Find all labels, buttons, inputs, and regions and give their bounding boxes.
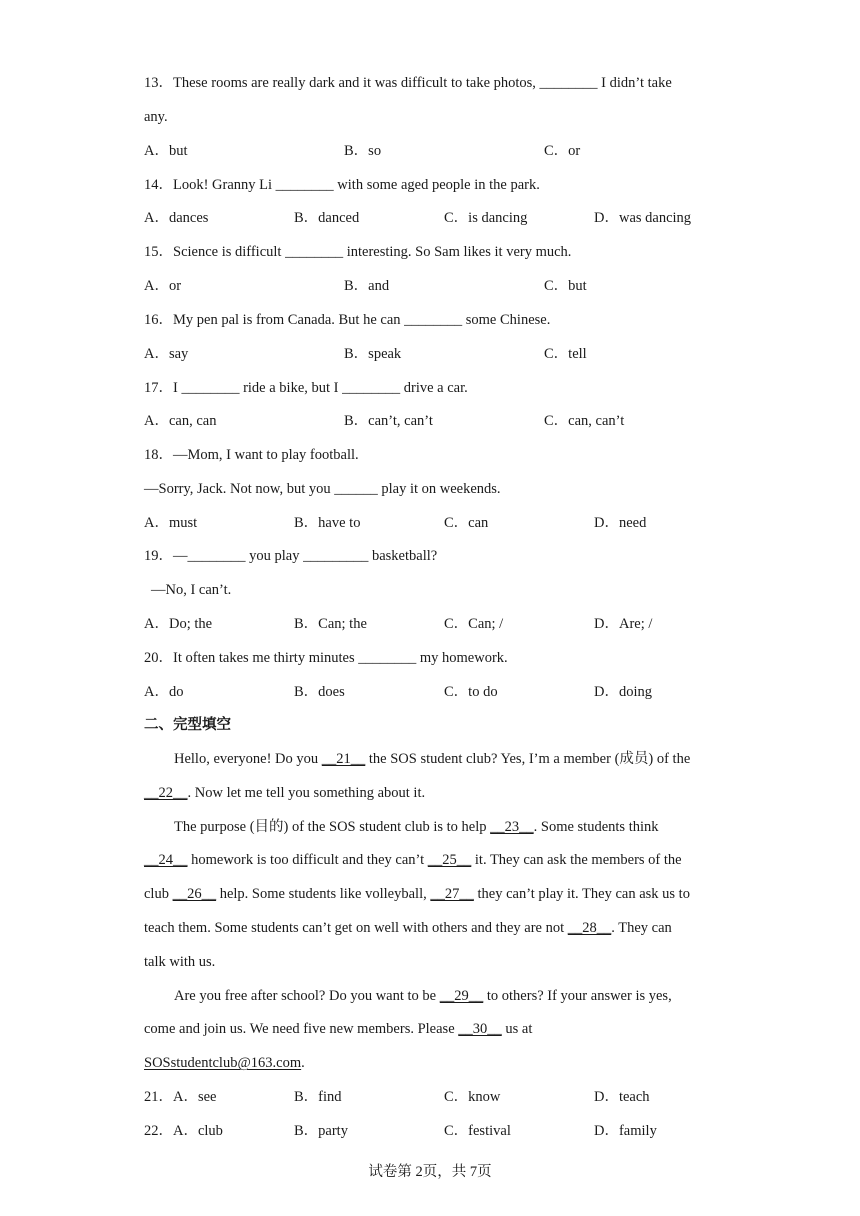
q14-option-c[interactable]: C．is dancing	[444, 210, 528, 226]
q14-option-d[interactable]: D．was dancing	[594, 210, 692, 226]
passage-text: us at	[501, 1021, 533, 1037]
q20-option-d[interactable]: D．doing	[594, 684, 652, 700]
q22-option-c[interactable]: C．festival	[444, 1123, 511, 1139]
blank-25: __25__	[427, 852, 472, 868]
q16-stem: 16．My pen pal is from Canada. But he can ________ some Chinese.	[144, 312, 551, 328]
q18-option-c[interactable]: C．can	[444, 515, 489, 531]
q13-option-b[interactable]: B．so	[344, 143, 382, 159]
passage-text: Are you free after school? Do you want to be	[174, 988, 440, 1004]
q20-stem: 20．It often takes me thirty minutes ________ my homework.	[144, 650, 508, 666]
passage-text: . Some students think	[533, 819, 659, 835]
q18-stem: 18．—Mom, I want to play football.	[144, 447, 359, 463]
blank-26: __26__	[172, 886, 217, 902]
passage-line	[144, 1053, 305, 1073]
passage-text: Hello, everyone! Do you	[174, 751, 322, 767]
q17-option-c[interactable]: C．can, can’t	[544, 413, 625, 429]
q19-option-a[interactable]: A．Do; the	[144, 616, 213, 632]
q15-option-a[interactable]: A．or	[144, 278, 182, 294]
q20-option-b[interactable]: B．does	[294, 684, 345, 700]
q17-option-a[interactable]: A．can, can	[144, 413, 217, 429]
q19-option-c[interactable]: C．Can; /	[444, 616, 504, 632]
passage-text: they can’t play it. They can ask us to	[473, 886, 690, 902]
passage-text: help. Some students like volleyball,	[216, 886, 431, 902]
passage-line	[144, 884, 690, 904]
blank-28: __28__	[567, 920, 612, 936]
passage-line: talk with us.	[144, 954, 216, 970]
blank-27: __27__	[430, 886, 474, 902]
q17-option-b[interactable]: B．can’t, can’t	[344, 413, 433, 429]
q19-stem: 19．—________ you play _________ basketball?	[144, 548, 438, 564]
q21-option-b[interactable]: B．find	[294, 1089, 342, 1105]
blank-24: __24__	[144, 852, 188, 868]
q13-option-a[interactable]: A．but	[144, 143, 188, 159]
q21-option-c[interactable]: C．know	[444, 1089, 501, 1105]
passage-line	[144, 850, 682, 870]
q15-option-c[interactable]: C．but	[544, 278, 587, 294]
page-footer: 试卷第 2页，共 7页	[368, 1164, 492, 1180]
email-link[interactable]: SOSstudentclub@163.com	[144, 1055, 302, 1071]
blank-22: __22__	[144, 785, 188, 801]
passage-text: homework is too difficult and they can’t	[187, 852, 428, 868]
passage-line	[174, 817, 659, 837]
q22-option-d[interactable]: D．family	[594, 1123, 657, 1139]
q13-option-c[interactable]: C．or	[544, 143, 581, 159]
q18-option-a[interactable]: A．must	[144, 515, 198, 531]
passage-text: The purpose (目的) of the SOS student club is to help	[174, 819, 491, 835]
q22-option-a[interactable]: 22．A．club	[144, 1123, 223, 1139]
q19-option-b[interactable]: B．Can; the	[294, 616, 367, 632]
passage-text: teach them. Some students can’t get on well with others and they are not	[144, 920, 568, 936]
q19-option-d[interactable]: D．Are; /	[594, 616, 653, 632]
passage-text: . They can	[611, 920, 672, 936]
q13-stem: 13．These rooms are really dark and it was difficult to take photos, ________ I didn’t take	[144, 75, 672, 91]
q18-option-b[interactable]: B．have to	[294, 515, 361, 531]
passage-line	[174, 749, 690, 769]
section-title: 二、完型填空	[144, 717, 231, 733]
q15-option-b[interactable]: B．and	[344, 278, 390, 294]
q17-stem: 17．I ________ ride a bike, but I ________ drive a car.	[144, 380, 468, 396]
q14-option-b[interactable]: B．danced	[294, 210, 360, 226]
passage-line	[144, 1019, 532, 1039]
q19-stem-cont: —No, I can’t.	[151, 582, 232, 598]
passage-line	[174, 986, 672, 1006]
q16-option-a[interactable]: A．say	[144, 346, 189, 362]
blank-21: __21__	[321, 751, 366, 767]
passage-text: club	[144, 886, 173, 902]
q18-stem-cont: —Sorry, Jack. Not now, but you ______ play it on weekends.	[144, 481, 501, 497]
blank-30: __30__	[458, 1021, 502, 1037]
passage-line	[144, 918, 672, 938]
q15-stem: 15．Science is difficult ________ interesting. So Sam likes it very much.	[144, 244, 572, 260]
blank-29: __29__	[439, 988, 484, 1004]
blank-23: __23__	[490, 819, 534, 835]
q13-stem-cont: any.	[144, 109, 168, 125]
passage-text: it. They can ask the members of the	[471, 852, 682, 868]
q16-option-c[interactable]: C．tell	[544, 346, 587, 362]
passage-text: . Now let me tell you something about it.	[187, 785, 426, 801]
q18-option-d[interactable]: D．need	[594, 515, 647, 531]
passage-line	[144, 783, 425, 803]
q21-option-d[interactable]: D．teach	[594, 1089, 650, 1105]
q20-option-a[interactable]: A．do	[144, 684, 184, 700]
q16-option-b[interactable]: B．speak	[344, 346, 402, 362]
q14-option-a[interactable]: A．dances	[144, 210, 209, 226]
q21-option-a[interactable]: 21．A．see	[144, 1089, 217, 1105]
passage-text: the SOS student club? Yes, I’m a member (成员) of the	[365, 751, 691, 767]
passage-text: come and join us. We need five new members. Please	[144, 1021, 459, 1037]
passage-text: to others? If your answer is yes,	[483, 988, 672, 1004]
q14-stem: 14．Look! Granny Li ________ with some aged people in the park.	[144, 177, 540, 193]
q20-option-c[interactable]: C．to do	[444, 684, 498, 700]
passage-text: .	[301, 1055, 305, 1071]
q22-option-b[interactable]: B．party	[294, 1123, 348, 1139]
